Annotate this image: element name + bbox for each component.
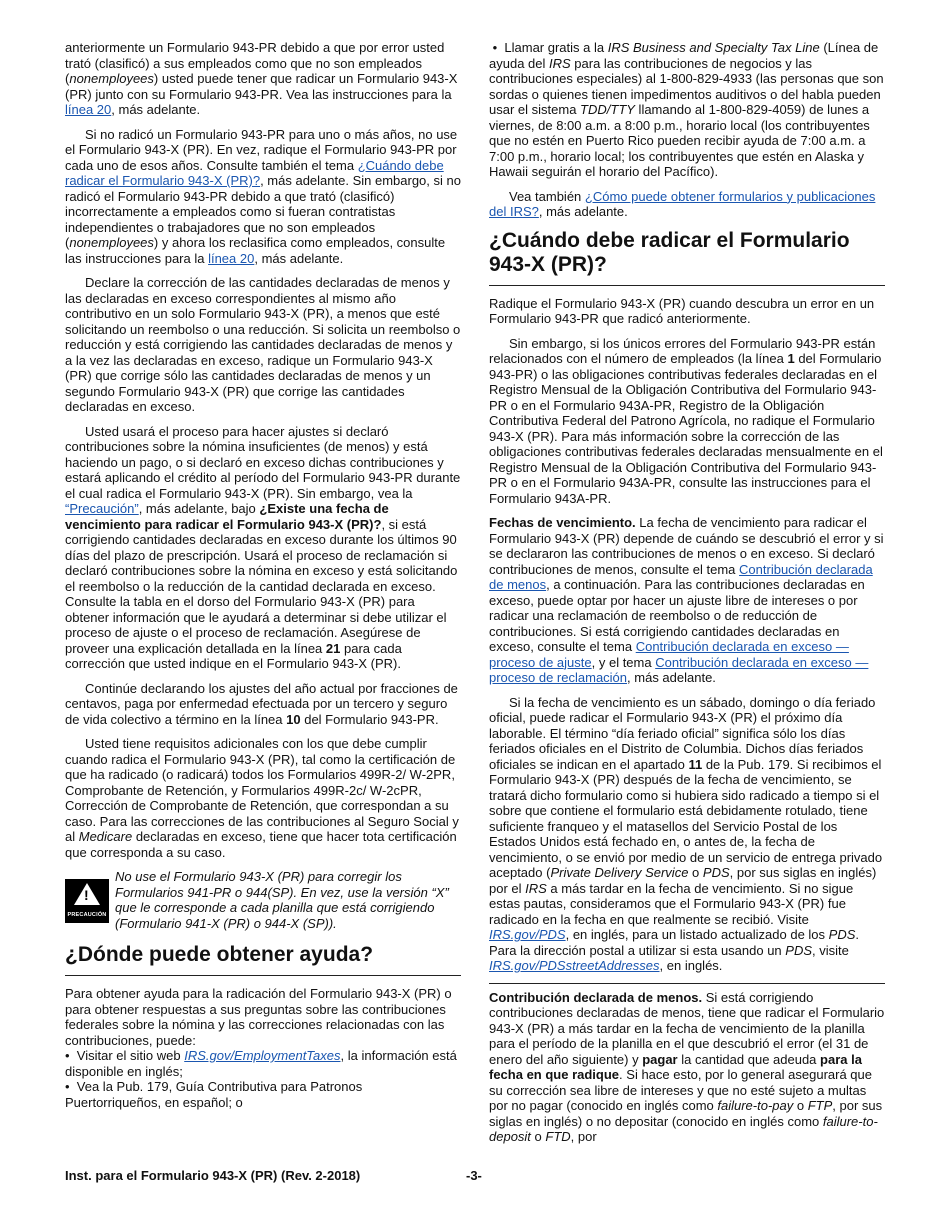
caution-icon: ! PRECAUCIÓN <box>65 879 109 923</box>
list-item: • Vea la Pub. 179, Guía Contributiva para Patronos Puertorriqueños, en español; o <box>65 1079 363 1110</box>
heading-where-to-get-help: ¿Dónde puede obtener ayuda? <box>65 943 461 976</box>
paragraph-due-dates: Fechas de vencimiento. La fecha de vencimiento para radicar el Formulario 943-X (PR) depende de cuándo se descubrió el error y si se declararon las contribuciones de menos o en exceso. Si declaró contribuciones de menos, consulte el tema Contribución declarada de menos, a continuación. Para las contribuciones declaradas en exceso, puede optar por hacer un ajuste libre de intereses o por radicar una reclamación de reembolso o de reducción de contribuciones. Si está corrigiendo cantidades declaradas en exceso, consulte el tema Contribución declarada en exceso —proceso de ajuste, y el tema Contribución declarada en exceso —proceso de reclamación, más adelante. <box>489 515 884 685</box>
left-column <box>65 40 461 1110</box>
caution-text: No use el Formulario 943-X (PR) para corregir los Formularios 941-PR o 944(SP). En vez, use la versión “X” que le corresponde a cada planilla que está corrigiendo (Formulario 941-X (PR) o 944-X (SP)). <box>115 869 449 931</box>
paragraph: Si no radicó un Formulario 943-PR para uno o más años, no use el Formulario 943-X (PR). En vez, radique el Formulario 943-PR por cada uno de esos años. Consulte también el tema ¿Cuándo debe radicar el Formulario 943-X (PR)?, más adelante. Sin embargo, si no radicó el Formulario 943-PR debido a que trató (clasificó) incorrectamente a empleados como si fueran contratistas independientes o trabajadores que no son empleados (nonemployees) y ahora los reclasifica como empleados, consulte las instrucciones para la línea 20, más adelante. <box>65 126 461 266</box>
link-underreported[interactable]: Contribución declarada de menos <box>489 561 873 592</box>
link-caution[interactable]: “Precaución” <box>65 501 139 516</box>
list-item: • Visitar el sitio web IRS.gov/EmploymentTaxes, la información está disponible en inglés; <box>65 1048 457 1079</box>
heading-when-to-file: ¿Cuándo debe radicar el Formulario 943-X (PR)? <box>489 229 885 286</box>
paragraph: Declare la corrección de las cantidades declaradas de menos y las declaradas en exceso correspondientes al mismo año contributivo en un solo Formulario 943-X (PR), a menos que esté solicitando un reembolso o una reducción. Si solicita un reembolso o reducción y está corrigiendo las cantidades declaradas de menos y a la vez las declaradas en exceso, radique un Formulario 943-X (PR) que corrige sólo las cantidades declaradas de menos y un segundo Formulario 943-X (PR) que corrige las cantidades declaradas en exceso. <box>65 275 461 414</box>
paragraph: Radique el Formulario 943-X (PR) cuando descubra un error en un Formulario 943-PR que radicó anteriormente. <box>489 295 875 326</box>
paragraph: Para obtener ayuda para la radicación del Formulario 943-X (PR) o para obtener respuestas a sus preguntas sobre las contribuciones federales sobre la nómina y las correcciones relacionadas con las contribuciones, puede: <box>65 986 452 1048</box>
page-number: -3- <box>466 1168 482 1183</box>
link-irs-pds-street-addresses[interactable]: IRS.gov/PDSstreetAddresses <box>489 958 660 973</box>
link-when-to-file[interactable]: ¿Cuándo debe radicar el Formulario 943-X (PR)? <box>65 157 444 188</box>
paragraph-underreported: Contribución declarada de menos. Si está corrigiendo contribuciones declaradas de menos, tiene que radicar el Formulario 943-X (PR) a más tardar en la fecha de vencimiento de la planilla para el período de la planilla en el que descubrió el error (el 31 de enero del año siguiente) y pagar la cantidad que adeuda para la fecha en que radique. Si hace esto, por lo general asegurará que su corrección sea libre de intereses y que no esté sujeto a multas por no pagar (conocido en inglés como failure-to-pay o FTP, por sus siglas en inglés) o no depositar (conocido en inglés como failure-to-deposit o FTD, por <box>489 989 885 1144</box>
link-overreported-adjustment[interactable]: Contribución declarada en exceso —proceso de ajuste <box>489 639 849 670</box>
footer-title: Inst. para el Formulario 943-X (PR) (Rev. 2-2018) <box>65 1168 361 1183</box>
paragraph: Sin embargo, si los únicos errores del Formulario 943-PR están relacionados con el número de empleados (la línea 1 del Formulario 943-PR) o las obligaciones contributivas federales declaradas en el Registro Mensual de la Obligación Contributiva del Formulario 943-PR o en el Formulario 943A-PR, Registro de la Obligación Contributiva Federal del Patrono Agrícola, no radique el Formulario 943-X (PR). Para más información sobre la corrección de las obligaciones contributivas federales declaradas mensualmente en el Registro Mensual de la Obligación Contributiva del Formulario 943-PR o en el Formulario 943A-PR, consulte las instrucciones para el Formulario 943A-PR. <box>489 335 883 506</box>
link-overreported-claim[interactable]: Contribución declarada en exceso —proceso de reclamación <box>489 654 869 685</box>
list-item: • Llamar gratis a la IRS Business and Specialty Tax Line (Línea de ayuda del IRS para las contribuciones de negocios y las contribuciones especiales) al 1-800-829-4933 (las personas que son sordas o quienes tienen impedimentos auditivos o del habla pueden usar el sistema TDD/TTY llamando al 1-800-829-4059) de lunes a viernes, de 8:00 a.m. a 8:00 p.m., horario local (los contribuyentes que no estén en Puerto Rico pueden recibir ayuda de 7:00 a.m. a 7:00 p.m., horario local; los contribuyentes que estén en Alaska y Hawaii seguirán el horario del Pacífico). <box>489 40 884 179</box>
paragraph: anteriormente un Formulario 943-PR debido a que por error usted trató (clasificó) a sus empleados como que no son empleados (nonemployees) usted puede tener que radicar un Formulario 943-X (PR) junto con su Formulario 943-PR. Vea las instrucciones para la línea 20, más adelante. <box>65 40 458 117</box>
caution-box <box>65 869 461 931</box>
divider <box>489 983 885 984</box>
link-irs-employment-taxes[interactable]: IRS.gov/EmploymentTaxes <box>184 1048 341 1063</box>
link-how-to-get-forms[interactable]: ¿Cómo puede obtener formularios y publicaciones del IRS? <box>489 188 876 219</box>
help-list <box>65 1048 461 1110</box>
paragraph: Si la fecha de vencimiento es un sábado, domingo o día feriado oficial, puede radicar el Formulario 943-X (PR) el próximo día laborable. El término “día feriado oficial” significa sólo los días feriados oficiales en el Distrito de Columbia. Dichos días feriados oficiales se indican en el apartado 11 de la Pub. 179. Si recibimos el Formulario 943-X (PR) después de la fecha de vencimiento, se tratará dicho formulario como si hubiera sido radicado a tiempo si el sobre que contiene el formulario está debidamente rotulado, tiene suficiente franqueo y el matasellos del Servicio Postal de los Estados Unidos está fechado en, o antes de, la fecha de vencimiento, o se envió por medio de un servicio de entrega privado aceptado (Private Delivery Service o PDS, por sus siglas en inglés) por el IRS a más tardar en la fecha de vencimiento. Si no sigue estas pautas, consideramos que el Formulario 943-X (PR) fue radicado en la fecha en que realmente se recibió. Visite IRS.gov/PDS, en inglés, para un listado actualizado de los PDS. Para la dirección postal a utilizar si esta usando un PDS, visite IRS.gov/PDSstreetAddresses, en inglés. <box>489 694 883 973</box>
paragraph: Vea también ¿Cómo puede obtener formularios y publicaciones del IRS?, más adelante. <box>489 188 876 219</box>
link-line-20[interactable]: línea 20 <box>208 250 255 266</box>
paragraph: Usted tiene requisitos adicionales con los que debe cumplir cuando radica el Formulario 943-X (PR), tal como la certificación de que ha radicado (o radicará) todos los Formularios 499R-2/ W-2PR, Comprobante de Retención, y Formularios 499R-2c/ W-2cPR, Corrección de Comprobante de Retención, que correspondan a su caso. Para las correcciones de las contribuciones al Seguro Social y al Medicare declaradas en exceso, tiene que hacer tota certificación que corresponda a su caso. <box>65 736 459 860</box>
link-line-20[interactable]: línea 20 <box>65 102 112 117</box>
paragraph: Usted usará el proceso para hacer ajustes si declaró contribuciones sobre la nómina insuficientes (de menos) y está haciendo un pago, o si declaró en exceso dichas contribuciones y estará aplicando el crédito al período del Formulario 943-PR durante el cual radica el Formulario 943-X (PR). Sin embargo, vea la “Precaución”, más adelante, bajo ¿Existe una fecha de vencimiento para radicar el Formulario 943-X (PR)?, si está corrigiendo cantidades declaradas en exceso durante los últimos 90 días del plazo de prescripción. Usará el proceso de reclamación si declaró contribuciones sobre la nómina en exceso y está solicitando el reembolso o la reducción de la cantidad declarada en exceso. Consulte la tabla en el dorso del Formulario 943-X (PR) para obtener información que le ayudará a determinar si debe utilizar el proceso de ajuste o el proceso de reclamación. Asegúrese de proveer una explicación detallada en la línea 21 para cada corrección que usted indique en el Formulario 943-X (PR). <box>65 423 461 671</box>
right-column <box>489 40 885 1154</box>
paragraph: Continúe declarando los ajustes del año actual por fracciones de centavos, paga por enfermedad efectuada por un tercero y seguro de vida colectivo a término en la línea 10 del Formulario 943-PR. <box>65 680 458 727</box>
link-irs-pds[interactable]: IRS.gov/PDS <box>489 927 566 942</box>
